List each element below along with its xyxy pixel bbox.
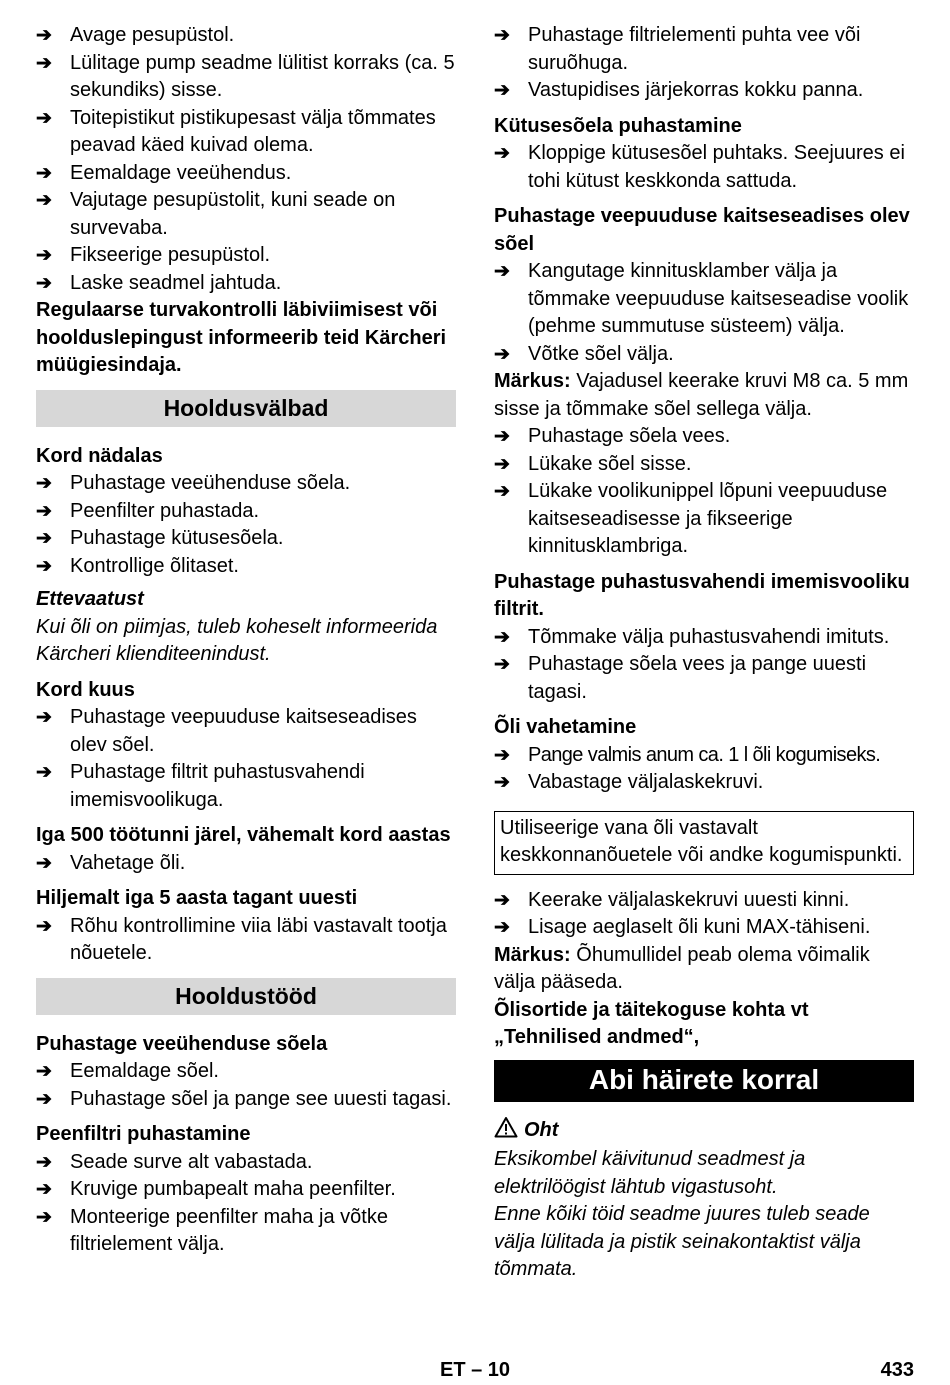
list-item: ➔ Pange valmis anum ca. 1 l õli kogumiseks. bbox=[494, 742, 914, 770]
arrow-right-icon: ➔ bbox=[36, 1179, 52, 1200]
list-item: ➔ Kontrollige õlitaset. bbox=[36, 553, 456, 581]
list-item: ➔ Puhastage veepuuduse kaitseseadises olev sõel. bbox=[36, 706, 417, 756]
list-item: ➔ Fikseerige pesupüstol. bbox=[36, 242, 456, 270]
list-item: ➔ Rõhu kontrollimine viia läbi vastavalt tootja nõuetele. bbox=[36, 914, 447, 964]
detergent-filter-heading: Puhastage puhastusvahendi imemisvooliku filtrit. bbox=[494, 570, 910, 620]
arrow-right-icon: ➔ bbox=[36, 107, 52, 129]
arrow-right-icon: ➔ bbox=[36, 500, 52, 522]
list-item: ➔ Puhastage veeühenduse sõela. bbox=[36, 470, 456, 498]
note-label: Märkus: bbox=[494, 370, 571, 392]
note-label: Märkus: bbox=[494, 943, 571, 966]
arrow-right-icon: ➔ bbox=[36, 707, 52, 728]
danger-text: Enne kõiki töid seadme juures tuleb seade välja lülitada ja pistik seinakontaktist välja tõmmata. bbox=[494, 1203, 870, 1280]
arrow-right-icon: ➔ bbox=[36, 473, 52, 494]
arrow-right-icon: ➔ bbox=[494, 25, 510, 46]
arrow-right-icon: ➔ bbox=[36, 272, 52, 294]
arrow-right-icon: ➔ bbox=[36, 1061, 52, 1082]
arrow-right-icon: ➔ bbox=[494, 261, 510, 282]
list-item: ➔ Avage pesupüstol. bbox=[36, 22, 456, 50]
oil-change-heading: Õli vahetamine bbox=[494, 716, 637, 738]
page-number: 433 bbox=[880, 1359, 914, 1381]
danger-text: Eksikombel käivitunud seadmest ja elektrilöögist lähtub vigastusoht. bbox=[494, 1148, 806, 1198]
note-paragraph: Märkus: Õhumullidel peab olema võimalik välja pääseda. bbox=[494, 943, 870, 993]
section-band-troubleshooting: Abi häirete korral bbox=[494, 1060, 914, 1102]
arrow-right-icon: ➔ bbox=[494, 481, 510, 502]
safety-check-note: Regulaarse turvakontrolli läbiviimisest või hoolduslepingust informeerib teid Kärcheri müügiesindaja. bbox=[36, 299, 447, 376]
arrow-right-icon: ➔ bbox=[494, 343, 510, 365]
h500-heading: Iga 500 töötunni järel, vähemalt kord aastas bbox=[36, 824, 451, 846]
section-band-maintenance-work: Hooldustööd bbox=[36, 978, 456, 1015]
arrow-right-icon: ➔ bbox=[36, 528, 52, 549]
list-item: ➔ Kangutage kinnitusklamber välja ja tõmmake veepuuduse kaitseseadise voolik (pehme summutuse süsteem) välja. bbox=[494, 260, 909, 337]
list-item: ➔ Toitepistikut pistikupesast välja tõmmates peavad käed kuivad olema. bbox=[36, 106, 436, 156]
arrow-right-icon: ➔ bbox=[494, 453, 510, 475]
arrow-right-icon: ➔ bbox=[36, 190, 52, 211]
arrow-right-icon: ➔ bbox=[36, 852, 52, 874]
list-item: ➔ Lülitage pump seadme lülitist korraks (ca. 5 sekundiks) sisse. bbox=[36, 51, 455, 101]
danger-heading-row bbox=[494, 1116, 914, 1147]
arrow-right-icon: ➔ bbox=[494, 744, 510, 766]
list-item: ➔ Eemaldage veeühendus. bbox=[36, 160, 456, 188]
arrow-right-icon: ➔ bbox=[36, 245, 52, 266]
left-column bbox=[36, 22, 456, 1259]
note-paragraph: Märkus: Vajadusel keerake kruvi M8 ca. 5 mm sisse ja tõmmake sõel sellega välja. bbox=[494, 370, 909, 420]
list-item: ➔ Vabastage väljalaskekruvi. bbox=[494, 769, 914, 797]
fuel-sieve-heading: Kütusesõela puhastamine bbox=[494, 114, 742, 137]
list-item: ➔ Laske seadmel jahtuda. bbox=[36, 270, 456, 298]
list-item: ➔ Lükake voolikunippel lõpuni veepuuduse kaitseseadisesse ja fikseerige kinnitusklambriga. bbox=[494, 480, 888, 557]
arrow-right-icon: ➔ bbox=[494, 772, 510, 793]
list-item: ➔ Kloppige kütusesõel puhtaks. Seejuures ei tohi kütust keskkonda sattuda. bbox=[494, 142, 905, 192]
weekly-heading: Kord nädalas bbox=[36, 444, 163, 467]
arrow-right-icon: ➔ bbox=[494, 917, 510, 938]
danger-heading: Oht bbox=[524, 1118, 559, 1141]
list-item: ➔ Vastupidises järjekorras kokku panna. bbox=[494, 77, 914, 105]
arrow-right-icon: ➔ bbox=[36, 555, 52, 577]
water-shortage-heading: Puhastage veepuuduse kaitseseadises olev sõel bbox=[494, 205, 910, 255]
caution-text: Kui õli on piimjas, tuleb koheselt informeerida Kärcheri klienditeenindust. bbox=[36, 615, 438, 665]
list-item: ➔ Vahetage õli. bbox=[36, 850, 456, 878]
arrow-right-icon: ➔ bbox=[494, 426, 510, 447]
warning-triangle-icon bbox=[494, 1116, 518, 1147]
list-item: ➔ Peenfilter puhastada. bbox=[36, 498, 456, 526]
list-item: ➔ Kruvige pumbapealt maha peenfilter. bbox=[36, 1176, 456, 1204]
arrow-right-icon: ➔ bbox=[36, 52, 52, 74]
arrow-right-icon: ➔ bbox=[494, 143, 510, 164]
list-item: ➔ Tõmmake välja puhastusvahendi imituts. bbox=[494, 624, 914, 652]
arrow-right-icon: ➔ bbox=[36, 1151, 52, 1173]
arrow-right-icon: ➔ bbox=[36, 1088, 52, 1110]
oil-reference: Õlisortide ja täitekoguse kohta vt „Tehnilised andmed“, bbox=[494, 998, 809, 1048]
disposal-notice-box: Utiliseerige vana õli vastavalt keskkonnanõuetele või andke kogumispunkti. bbox=[494, 811, 914, 875]
monthly-heading: Kord kuus bbox=[36, 678, 135, 701]
list-item: ➔ Seade surve alt vabastada. bbox=[36, 1149, 456, 1177]
section-band-maintenance-intervals: Hooldusvälbad bbox=[36, 390, 456, 427]
intro-list bbox=[36, 22, 456, 297]
list-item: ➔ Eemaldage sõel. bbox=[36, 1058, 456, 1086]
arrow-right-icon: ➔ bbox=[36, 25, 52, 46]
list-item: ➔ Võtke sõel välja. bbox=[494, 341, 914, 369]
arrow-right-icon: ➔ bbox=[494, 626, 510, 648]
list-item: ➔ Puhastage sõel ja pange see uuesti tagasi. bbox=[36, 1086, 456, 1114]
list-item: ➔ Puhastage kütusesõela. bbox=[36, 525, 456, 553]
caution-heading: Ettevaatust bbox=[36, 588, 144, 610]
sieve-heading: Puhastage veeühenduse sõela bbox=[36, 1032, 328, 1055]
list-item: ➔ Puhastage filtrielementi puhta vee või suruõhuga. bbox=[494, 24, 861, 74]
list-item: ➔ Keerake väljalaskekruvi uuesti kinni. bbox=[494, 887, 914, 915]
list-item: ➔ Lisage aeglaselt õli kuni MAX-tähiseni. bbox=[494, 914, 914, 942]
fine-filter-heading: Peenfiltri puhastamine bbox=[36, 1123, 251, 1145]
five-year-heading: Hiljemalt iga 5 aasta tagant uuesti bbox=[36, 887, 358, 909]
arrow-right-icon: ➔ bbox=[494, 80, 510, 101]
list-item: ➔ Puhastage sõela vees ja pange uuesti tagasi. bbox=[494, 653, 867, 703]
arrow-right-icon: ➔ bbox=[36, 915, 52, 937]
list-item: ➔ Puhastage filtrit puhastusvahendi imemisvoolikuga. bbox=[36, 761, 365, 811]
list-item: ➔ Monteerige peenfilter maha ja võtke filtrielement välja. bbox=[36, 1205, 388, 1255]
section-footer: ET – 10 bbox=[440, 1359, 511, 1381]
right-column bbox=[494, 22, 914, 1284]
arrow-right-icon: ➔ bbox=[494, 889, 510, 911]
arrow-right-icon: ➔ bbox=[494, 654, 510, 675]
arrow-right-icon: ➔ bbox=[36, 162, 52, 184]
list-item: ➔ Vajutage pesupüstolit, kuni seade on survevaba. bbox=[36, 189, 396, 239]
list-item: ➔ Lükake sõel sisse. bbox=[494, 451, 914, 479]
list-item: ➔ Puhastage sõela vees. bbox=[494, 423, 914, 451]
arrow-right-icon: ➔ bbox=[36, 762, 52, 783]
arrow-right-icon: ➔ bbox=[36, 1206, 52, 1228]
